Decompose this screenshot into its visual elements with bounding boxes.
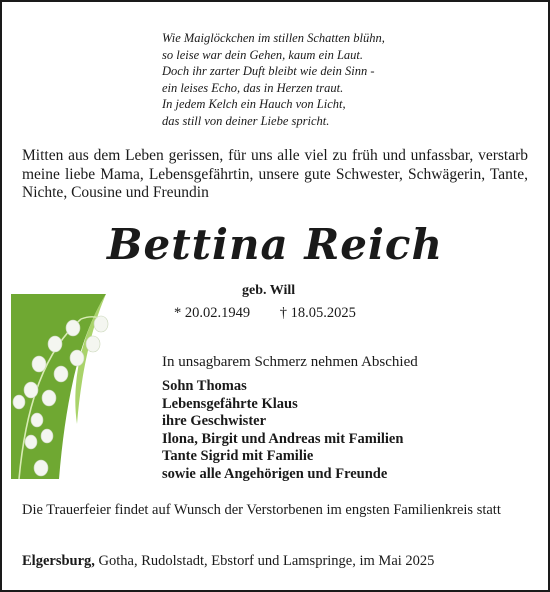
birth-date: * 20.02.1949 <box>174 305 251 321</box>
place-rest: Gotha, Rudolstadt, Ebstorf und Lamspringe, im Mai 2025 <box>94 553 435 569</box>
place-and-date <box>22 553 434 570</box>
death-date: † 18.05.2025 <box>279 305 356 321</box>
maiden-name: geb. Will <box>242 283 296 298</box>
poem <box>162 30 385 129</box>
mourner: Ilona, Birgit und Andreas mit Familien <box>162 430 404 447</box>
mourners-heading: In unsagbarem Schmerz nehmen Abschied <box>162 354 418 370</box>
poem-line: so leise war dein Gehen, kaum ein Laut. <box>162 47 364 62</box>
mourner: Lebensgefährte Klaus <box>162 395 298 412</box>
poem-line: ein leises Echo, das in Herzen traut. <box>162 80 344 95</box>
lily-of-the-valley-icon <box>11 294 116 479</box>
mourner: Sohn Thomas <box>162 378 247 394</box>
life-dates <box>174 305 382 322</box>
mourner: ihre Geschwister <box>162 413 267 429</box>
intro-text: Mitten aus dem Leben gerissen, für uns alle viel zu früh und unfassbar, verstarb meine liebe Mama, Lebensgefährtin, unsere gute Schwester, Schwägerin, Tante, Nichte, Cousine und Freundin <box>22 147 528 201</box>
mourner: Tante Sigrid mit Familie <box>162 448 314 464</box>
ceremony-note: Die Trauerfeier findet auf Wunsch der Verstorbenen im engsten Familienkreis statt <box>22 502 501 518</box>
place-town: Elgersburg, <box>22 553 95 569</box>
poem-line: das still von deiner Liebe spricht. <box>162 113 330 128</box>
deceased-name: Bettina Reich <box>106 220 444 269</box>
poem-line: In jedem Kelch ein Hauch von Licht, <box>162 97 346 111</box>
poem-line: Wie Maiglöckchen im stillen Schatten blühn, <box>162 31 385 45</box>
mourners-list <box>162 378 403 483</box>
mourner: sowie alle Angehörigen und Freunde <box>162 465 388 482</box>
poem-line: Doch ihr zarter Duft bleibt wie dein Sinn - <box>162 64 375 78</box>
